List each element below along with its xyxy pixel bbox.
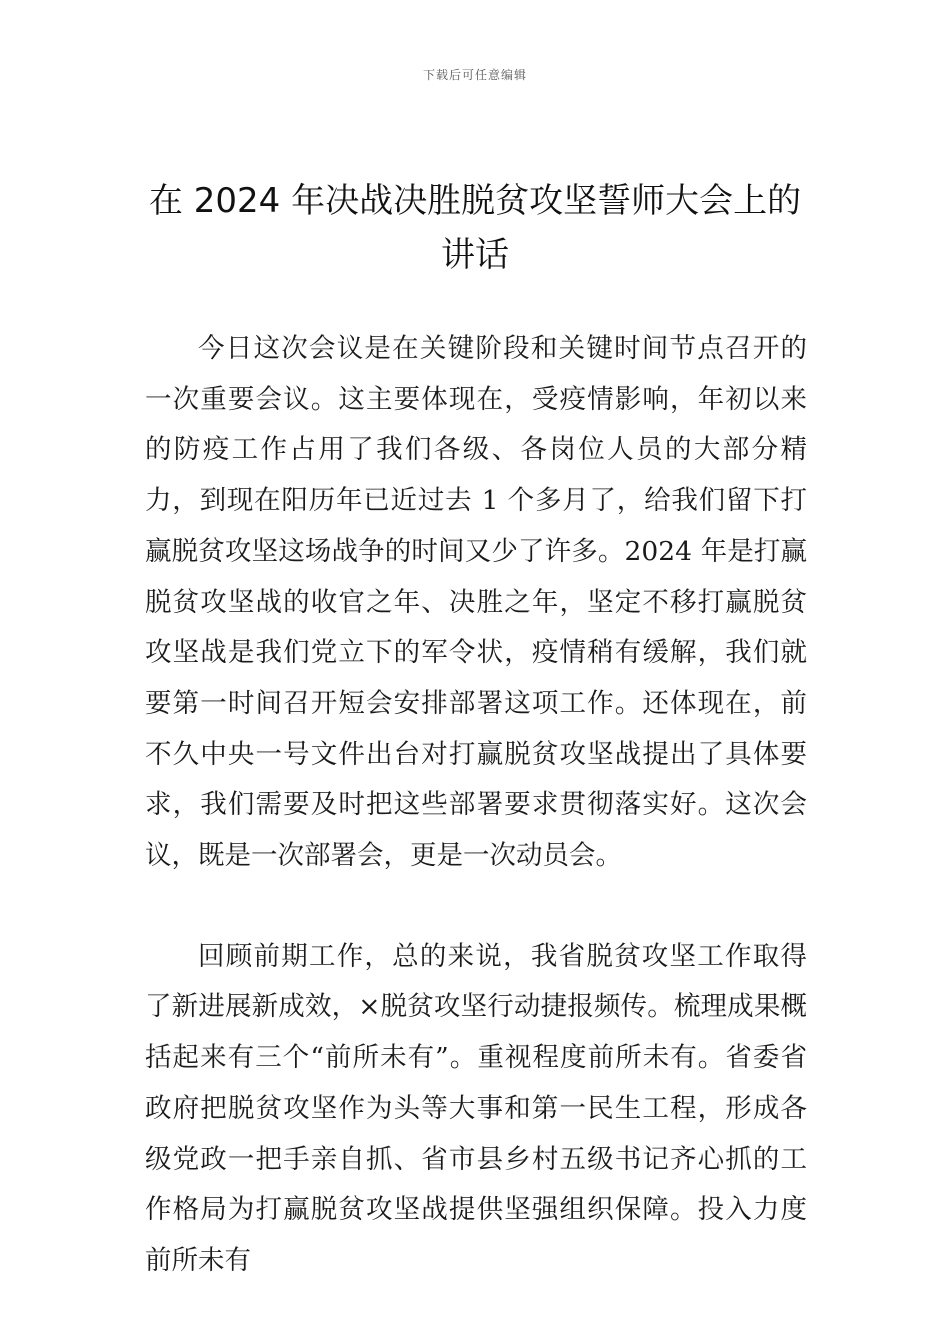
document-title: 在 2024 年决战决胜脱贫攻坚誓师大会上的讲话 (148, 181, 802, 275)
body-paragraph: 回顾前期工作，总的来说，我省脱贫攻坚工作取得了新进展新成效，×脱贫攻坚行动捷报频传。梳理成果概括起来有三个“前所未有”。重视程度前所未有。省委省政府把脱贫攻坚作为头等大事和第一民生工程，形成各级党政一把手亲自抓、省市县乡村五级书记齐心抓的工作格局为打赢脱贫攻坚战提供坚强组织保障。投入力度前所未有 (145, 940, 807, 1276)
header-note: 下载后可任意编辑 (422, 68, 527, 82)
body-paragraph: 今日这次会议是在关键阶段和关键时间节点召开的一次重要会议。这主要体现在，受疫情影响，年初以来的防疫工作占用了我们各级、各岗位人员的大部分精力，到现在阳历年已近过去 1 个多月了，给我们留下打赢脱贫攻坚这场战争的时间又少了许多。2024 年是打赢脱贫攻坚战的收官之年、决胜之年，坚定不移打赢脱贫攻坚战是我们党立下的军令状，疫情稍有缓解，我们就要第一时间召开短会安排部署这项工作。还体现在，前不久中央一号文件出台对打赢脱贫攻坚战提出了具体要求，我们需要及时把这些部署要求贯彻落实好。这次会议，既是一次部署会，更是一次动员会。 (145, 333, 807, 872)
document-body (145, 324, 807, 1287)
